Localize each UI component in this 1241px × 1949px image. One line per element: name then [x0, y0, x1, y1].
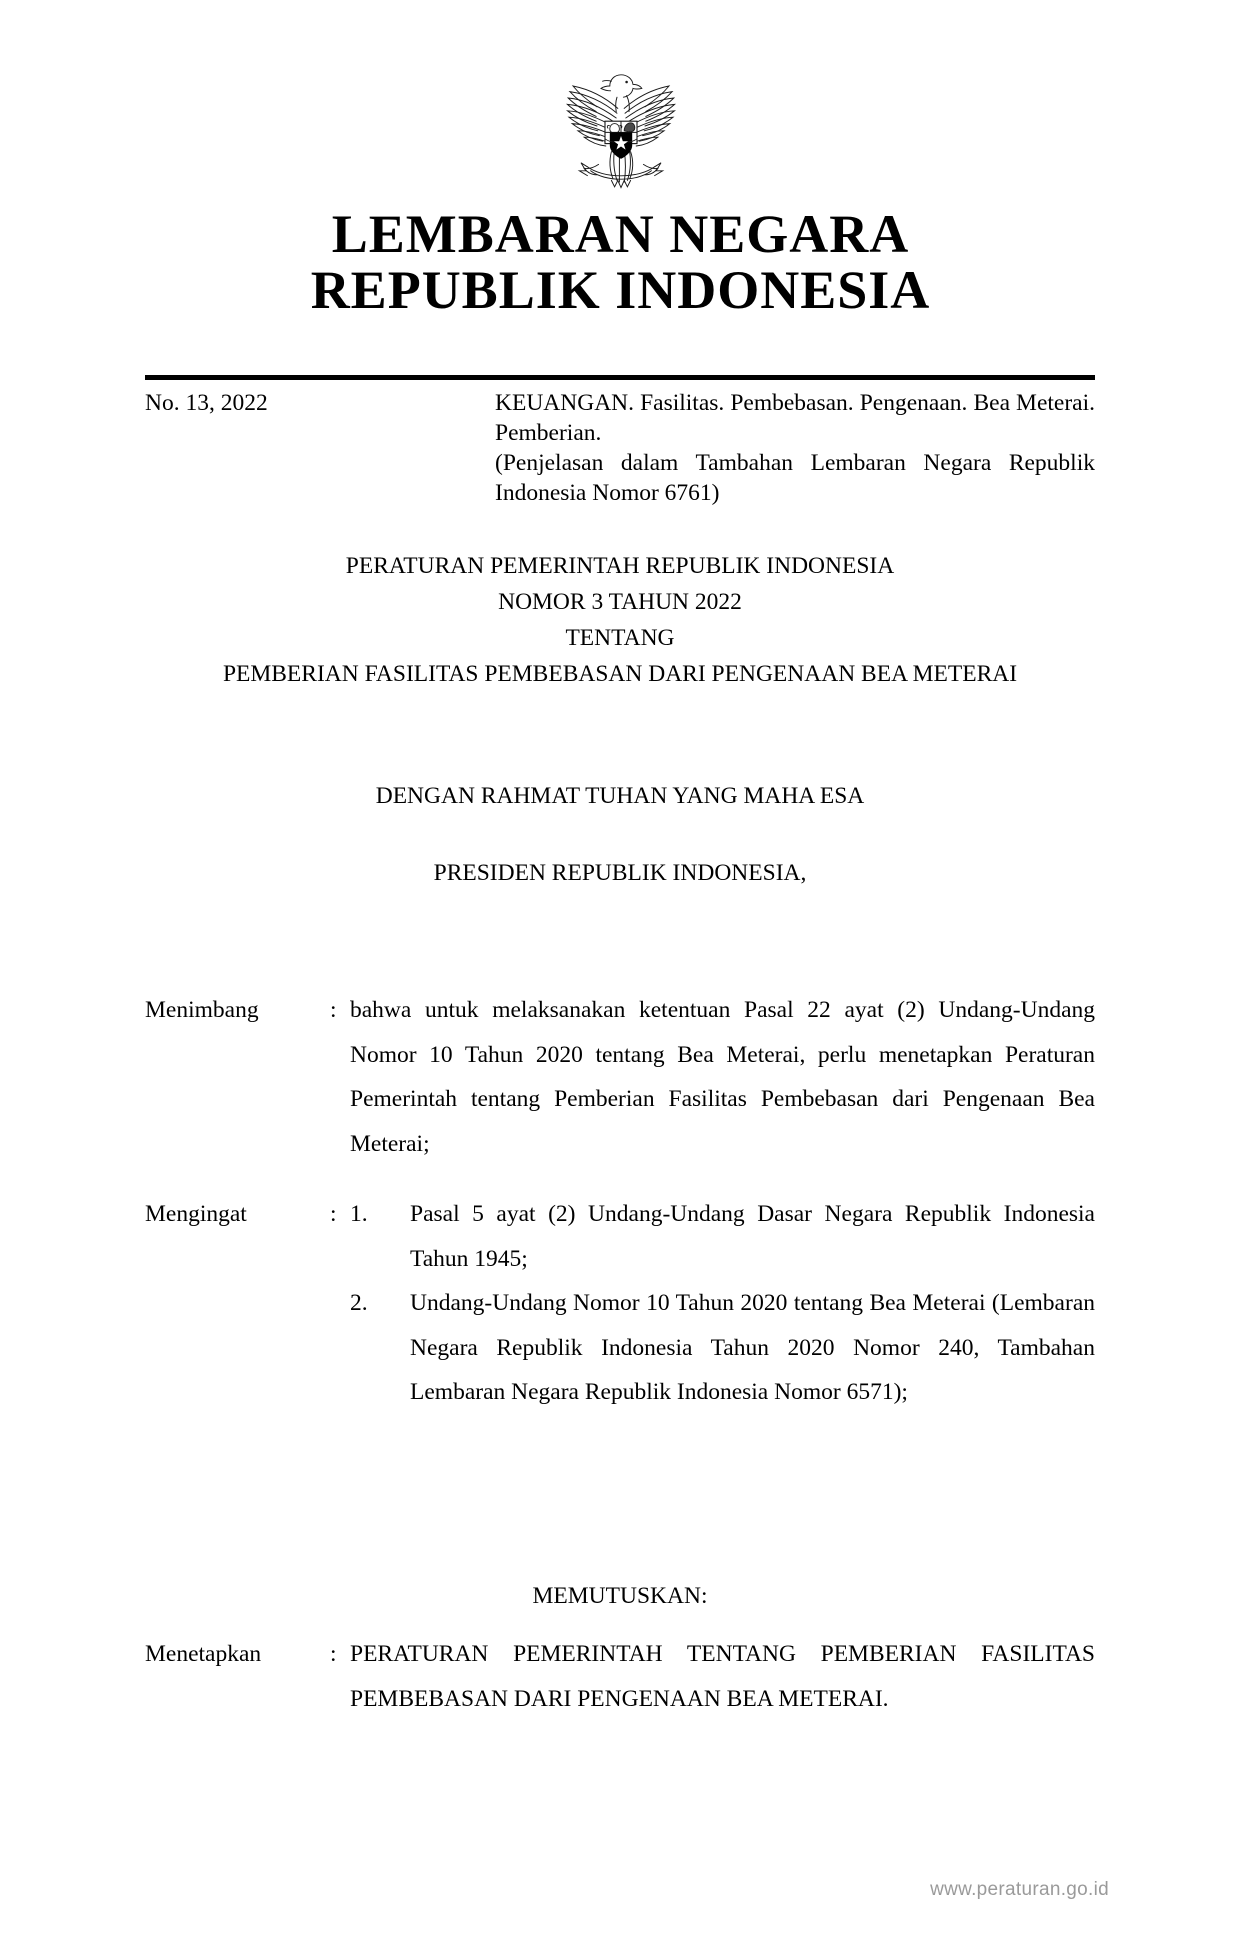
title-line-subject: PEMBERIAN FASILITAS PEMBEBASAN DARI PENGENAAN BEA METERAI	[222, 661, 1018, 687]
masthead-title-line2: REPUBLIK INDONESIA	[310, 260, 931, 320]
garuda-pancasila-emblem	[541, 62, 701, 194]
subject-note: (Penjelasan dalam Tambahan Lembaran Negara Republik Indonesia Nomor 6761)	[495, 450, 1095, 506]
regulation-title-block	[145, 548, 1095, 692]
decision-heading: MEMUTUSKAN:	[532, 1583, 708, 1609]
clause-enacting-text: PERATURAN PEMERINTAH TENTANG PEMBERIAN FASILITAS PEMBEBASAN DARI PENGENAAN BEA METERAI.	[350, 1641, 1095, 1712]
invocation-line: DENGAN RAHMAT TUHAN YANG MAHA ESA	[375, 783, 865, 809]
list-item-number: 2.	[350, 1290, 368, 1316]
masthead-title	[0, 206, 1241, 318]
subject-keywords: KEUANGAN. Fasilitas. Pembebasan. Pengenaan. Bea Meterai. Pemberian.	[495, 390, 1095, 446]
list-item	[350, 1281, 1095, 1415]
title-line-authority: PERATURAN PEMERINTAH REPUBLIK INDONESIA	[345, 553, 895, 579]
issue-number: No. 13, 2022	[145, 390, 268, 416]
clause-recalling-label: Mengingat	[145, 1201, 247, 1227]
clause-enacting	[145, 1632, 1095, 1721]
signatory-line: PRESIDEN REPUBLIK INDONESIA,	[433, 860, 807, 886]
clause-considering-colon: :	[330, 997, 337, 1023]
list-item-number: 1.	[350, 1201, 368, 1227]
header-info-row	[145, 388, 1095, 508]
clause-enacting-colon: :	[330, 1641, 337, 1667]
subject-block	[495, 388, 1095, 508]
clause-considering-label: Menimbang	[145, 997, 259, 1023]
clause-enacting-label: Menetapkan	[145, 1641, 262, 1667]
clause-considering-text: bahwa untuk melaksanakan ketentuan Pasal 22 ayat (2) Undang-Undang Nomor 10 Tahun 2020 tentang Bea Meterai, perlu menetapkan Peraturan Pemerintah tentang Pemberian Fasilitas Pembebasan dari Pengenaan Bea Meterai;	[350, 997, 1095, 1157]
title-line-number: NOMOR 3 TAHUN 2022	[498, 589, 742, 615]
clause-section	[145, 988, 1095, 1441]
masthead-divider	[145, 375, 1095, 380]
masthead-title-line1: LEMBARAN NEGARA	[331, 204, 910, 264]
clause-considering	[145, 988, 1095, 1166]
list-item-text: Pasal 5 ayat (2) Undang-Undang Dasar Negara Republik Indonesia Tahun 1945;	[410, 1201, 1095, 1272]
footer-watermark: www.peraturan.go.id	[930, 1879, 1109, 1900]
list-item-text: Undang-Undang Nomor 10 Tahun 2020 tentang Bea Meterai (Lembaran Negara Republik Indonesia Tahun 2020 Nomor 240, Tambahan Lembaran Negara Republik Indonesia Nomor 6571);	[410, 1290, 1095, 1405]
title-line-about: TENTANG	[565, 625, 675, 651]
clause-recalling	[145, 1192, 1095, 1415]
masthead	[0, 0, 1241, 318]
clause-recalling-list	[350, 1192, 1095, 1415]
list-item	[350, 1192, 1095, 1281]
clause-recalling-colon: :	[330, 1201, 337, 1227]
